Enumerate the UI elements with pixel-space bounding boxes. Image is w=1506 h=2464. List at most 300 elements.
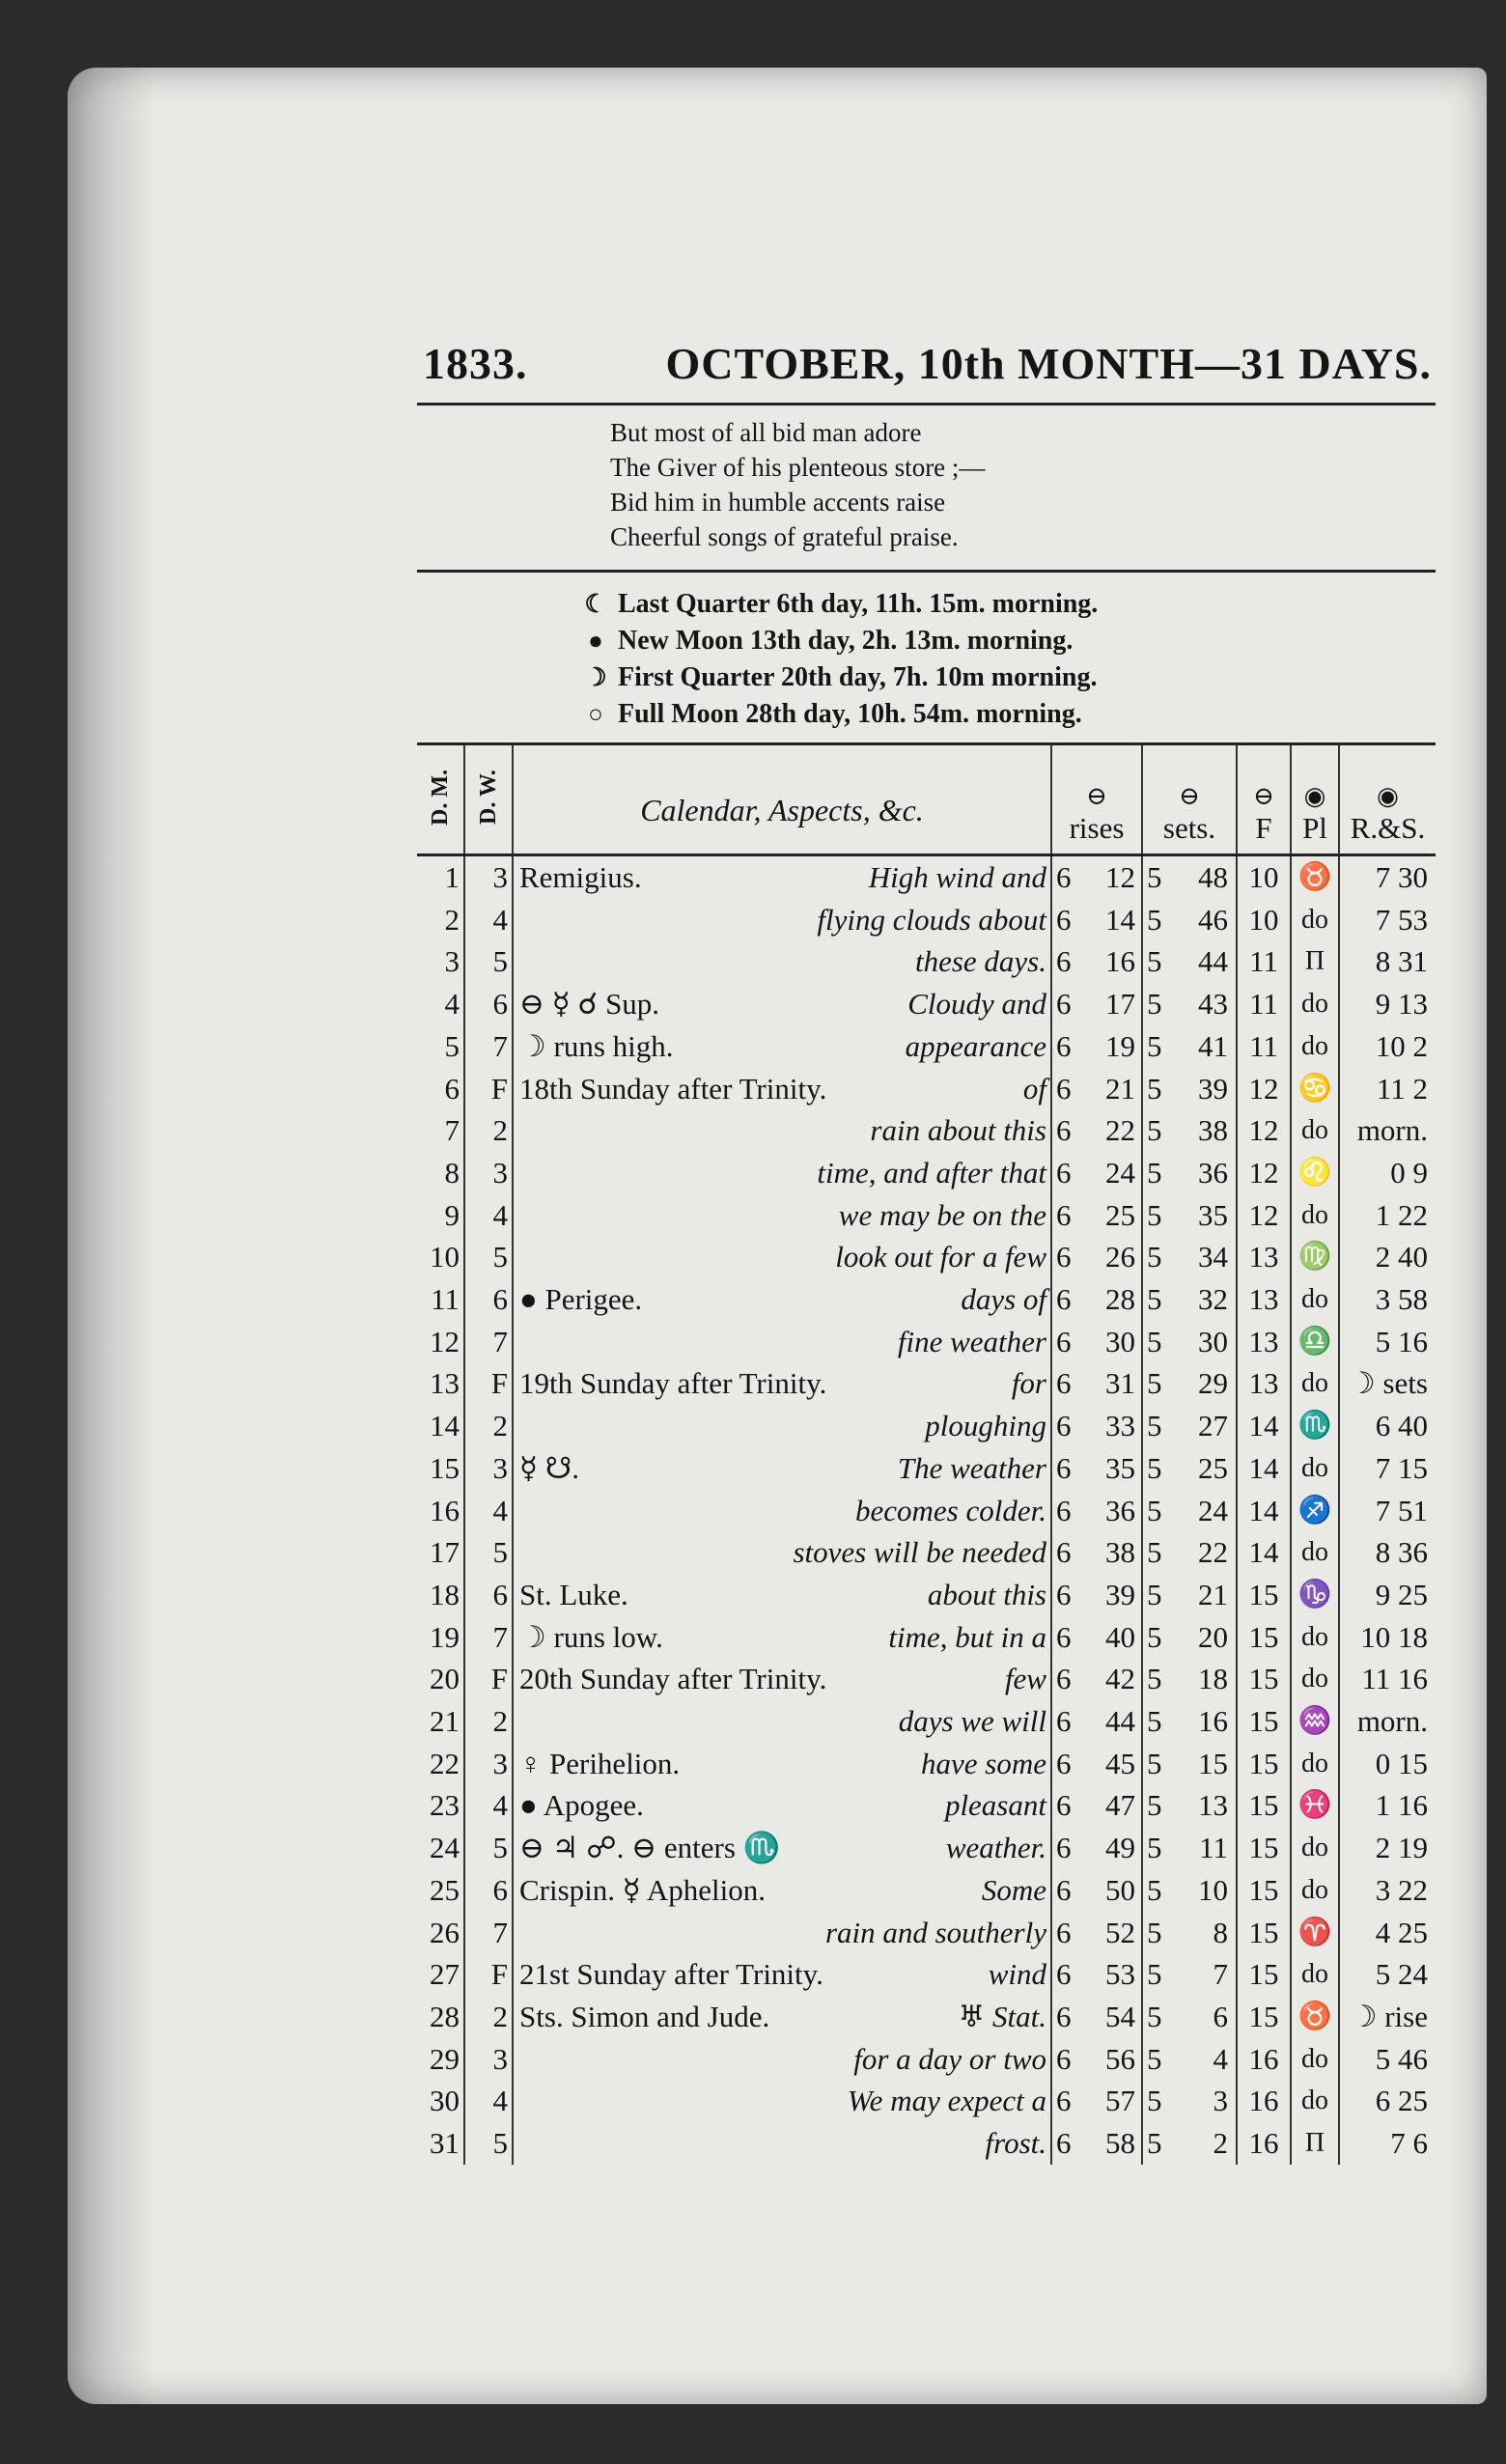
sunset-hour: 5 <box>1147 1450 1162 1485</box>
calendar-event: 20th Sunday after Trinity. <box>519 1662 827 1696</box>
sunrise-hour: 6 <box>1056 1071 1072 1106</box>
sunrise-hour: 6 <box>1056 1999 1072 2033</box>
day-of-month: 15 <box>417 1447 464 1490</box>
sun-fast: 12 <box>1237 1152 1291 1194</box>
page-edge-shadow <box>68 68 154 2404</box>
sunset-hour: 5 <box>1147 1662 1162 1696</box>
weather-note: these days. <box>914 944 1046 979</box>
sunset-minute: 13 <box>1189 1784 1237 1827</box>
moon-phase-row <box>573 586 1436 623</box>
sunset-hour: 5 <box>1147 987 1162 1022</box>
day-of-month: 20 <box>417 1658 464 1700</box>
sunset-minute: 29 <box>1189 1362 1237 1405</box>
moon-rise-set: morn. <box>1356 1113 1428 1148</box>
table-row <box>417 1996 1436 2038</box>
weather-note: few <box>1004 1662 1046 1696</box>
sunrise-hour: 6 <box>1056 1493 1072 1527</box>
day-of-week: 4 <box>464 1784 513 1827</box>
day-of-month: 1 <box>417 855 464 899</box>
table-row <box>417 1953 1436 1996</box>
sunset-hour: 5 <box>1147 2126 1162 2161</box>
sunset-minute: 41 <box>1189 1025 1237 1068</box>
verse-line: But most of all bid man adore <box>610 418 922 447</box>
sunset-hour: 5 <box>1147 1493 1162 1527</box>
day-of-week: 4 <box>464 899 513 941</box>
day-of-week: 6 <box>464 1869 513 1912</box>
calendar-event: ● Apogee. <box>519 1788 644 1823</box>
moon-rise-set: 11 2 <box>1376 1071 1428 1106</box>
calendar-rows <box>417 855 1436 2165</box>
sun-fast: 12 <box>1237 1109 1291 1152</box>
calendar-event: Sts. Simon and Jude. <box>519 1999 770 2033</box>
moon-place: ♓ <box>1291 1784 1339 1827</box>
day-of-week: 3 <box>464 1743 513 1785</box>
calendar-cell <box>513 899 1051 941</box>
calendar-cell <box>513 1490 1051 1532</box>
weather-note: for <box>1011 1366 1046 1401</box>
calendar-cell <box>513 2038 1051 2081</box>
header-pl: ◉ Pl <box>1291 745 1339 855</box>
sun-fast: 16 <box>1237 2122 1291 2165</box>
month-title: OCTOBER, 10th MONTH—31 DAYS. <box>665 339 1432 388</box>
day-of-month: 11 <box>417 1278 464 1321</box>
moon-phase-text: Full Moon 28th day, 10h. 54m. morning. <box>618 699 1082 729</box>
moon-place: do <box>1291 1362 1339 1405</box>
table-row <box>417 2122 1436 2165</box>
day-of-week: F <box>464 1068 513 1110</box>
moon-place: ♉ <box>1291 1996 1339 2038</box>
moon-place: ♈ <box>1291 1912 1339 1954</box>
moon-icon: ◉ <box>1377 782 1399 810</box>
sunrise-minute: 57 <box>1097 2080 1142 2122</box>
moon-rise-set: 4 25 <box>1375 1915 1428 1949</box>
sunset-minute: 38 <box>1189 1109 1237 1152</box>
moon-rise-set: 7 15 <box>1375 1450 1428 1485</box>
header-f: ⊖ F <box>1237 745 1291 855</box>
day-of-week: 7 <box>464 1912 513 1954</box>
sunset-hour: 5 <box>1147 2084 1162 2118</box>
day-of-month: 18 <box>417 1574 464 1616</box>
sunset-minute: 46 <box>1189 899 1237 941</box>
day-of-week: 2 <box>464 1700 513 1743</box>
day-of-week: 5 <box>464 1827 513 1869</box>
moon-place: Π <box>1291 940 1339 983</box>
sunset-hour: 5 <box>1147 2041 1162 2076</box>
sun-fast: 15 <box>1237 1827 1291 1869</box>
calendar-cell <box>513 1025 1051 1068</box>
sunset-hour: 5 <box>1147 1240 1162 1274</box>
verse-line: Bid him in humble accents raise <box>610 488 946 517</box>
day-of-month: 28 <box>417 1996 464 2038</box>
calendar-cell <box>513 1152 1051 1194</box>
sunset-minute: 8 <box>1189 1912 1237 1954</box>
moon-rise-set: 2 40 <box>1375 1240 1428 1274</box>
moon-rise-set: 9 13 <box>1375 987 1428 1022</box>
sunset-minute: 4 <box>1189 2038 1237 2081</box>
weather-note: ploughing <box>925 1409 1046 1443</box>
moon-rise-set: 7 6 <box>1390 2126 1428 2161</box>
calendar-event: Remigius. <box>519 860 642 894</box>
table-row <box>417 1912 1436 1954</box>
table-row <box>417 1574 1436 1616</box>
sunrise-minute: 40 <box>1097 1616 1142 1659</box>
table-row <box>417 1025 1436 1068</box>
sunrise-hour: 6 <box>1056 1957 1072 1992</box>
day-of-week: 3 <box>464 855 513 899</box>
day-of-month: 16 <box>417 1490 464 1532</box>
calendar-cell <box>513 1700 1051 1743</box>
sunset-hour: 5 <box>1147 944 1162 979</box>
sunrise-hour: 6 <box>1056 1872 1072 1907</box>
day-of-week: 3 <box>464 1447 513 1490</box>
day-of-month: 25 <box>417 1869 464 1912</box>
calendar-cell <box>513 1574 1051 1616</box>
table-row <box>417 2038 1436 2081</box>
sunrise-minute: 17 <box>1097 983 1142 1025</box>
sun-fast: 14 <box>1237 1405 1291 1447</box>
day-of-week: 2 <box>464 1405 513 1447</box>
table-row <box>417 1869 1436 1912</box>
sunset-minute: 48 <box>1189 855 1237 899</box>
moon-rise-set: 0 9 <box>1390 1155 1428 1190</box>
day-of-week: F <box>464 1658 513 1700</box>
sunset-minute: 7 <box>1189 1953 1237 1996</box>
sunrise-hour: 6 <box>1056 2084 1072 2118</box>
sunset-hour: 5 <box>1147 1366 1162 1401</box>
calendar-cell <box>513 1616 1051 1659</box>
day-of-month: 4 <box>417 983 464 1025</box>
sunset-minute: 32 <box>1189 1278 1237 1321</box>
sunset-hour: 5 <box>1147 1071 1162 1106</box>
new-moon-icon: ● <box>588 627 603 655</box>
day-of-month: 17 <box>417 1531 464 1574</box>
sun-fast: 12 <box>1237 1194 1291 1237</box>
weather-note: appearance <box>905 1028 1046 1063</box>
weather-note: frost. <box>985 2126 1046 2161</box>
moon-place: do <box>1291 1109 1339 1152</box>
moon-rise-set: 8 31 <box>1375 944 1428 979</box>
sunrise-minute: 54 <box>1097 1996 1142 2038</box>
calendar-event: ☽ runs high. <box>519 1028 674 1063</box>
sunrise-minute: 33 <box>1097 1405 1142 1447</box>
weather-note: stoves will be needed <box>793 1535 1046 1570</box>
sun-fast: 11 <box>1237 983 1291 1025</box>
moon-place: do <box>1291 1616 1339 1659</box>
calendar-cell <box>513 1068 1051 1110</box>
moon-rise-set: 5 46 <box>1375 2041 1428 2076</box>
day-of-week: 4 <box>464 2080 513 2122</box>
table-row <box>417 940 1436 983</box>
weather-note: pleasant <box>944 1788 1046 1823</box>
calendar-cell <box>513 1236 1051 1278</box>
sunrise-minute: 12 <box>1097 855 1142 899</box>
sunset-minute: 22 <box>1189 1531 1237 1574</box>
calendar-event: Crispin. ☿ Aphelion. <box>519 1872 766 1907</box>
sun-fast: 13 <box>1237 1362 1291 1405</box>
day-of-month: 30 <box>417 2080 464 2122</box>
full-moon-icon: ○ <box>588 700 603 728</box>
moon-place: ♐ <box>1291 1490 1339 1532</box>
moon-phase-text: First Quarter 20th day, 7h. 10m morning. <box>618 662 1098 692</box>
weather-note: rain and southerly <box>824 1915 1046 1949</box>
day-of-month: 31 <box>417 2122 464 2165</box>
sunrise-hour: 6 <box>1056 1619 1072 1654</box>
moon-rise-set: 3 22 <box>1375 1872 1428 1907</box>
moon-phase-row <box>573 659 1436 696</box>
weather-note: The weather <box>897 1450 1046 1485</box>
sunset-hour: 5 <box>1147 1831 1162 1865</box>
sun-fast: 15 <box>1237 1616 1291 1659</box>
sunset-minute: 30 <box>1189 1321 1237 1363</box>
moon-rise-set: 6 40 <box>1375 1409 1428 1443</box>
weather-note: of <box>1022 1071 1046 1106</box>
day-of-month: 10 <box>417 1236 464 1278</box>
calendar-event: ⊖ ♃ ☍. ⊖ enters ♏ <box>519 1831 781 1865</box>
sunrise-minute: 16 <box>1097 940 1142 983</box>
calendar-cell <box>513 1784 1051 1827</box>
sunrise-minute: 19 <box>1097 1025 1142 1068</box>
sun-fast: 14 <box>1237 1531 1291 1574</box>
moon-place: do <box>1291 1447 1339 1490</box>
calendar-cell <box>513 1321 1051 1363</box>
sunrise-hour: 6 <box>1056 987 1072 1022</box>
sun-fast: 15 <box>1237 1912 1291 1954</box>
moon-rise-set: 1 22 <box>1375 1197 1428 1232</box>
weather-note: we may be on the <box>838 1197 1046 1232</box>
sunset-hour: 5 <box>1147 1788 1162 1823</box>
sunrise-hour: 6 <box>1056 1450 1072 1485</box>
calendar-event: ☽ runs low. <box>519 1619 663 1654</box>
page-header <box>417 338 1436 406</box>
moon-place: ♑ <box>1291 1574 1339 1616</box>
weather-note: about this <box>927 1577 1046 1611</box>
sunset-minute: 34 <box>1189 1236 1237 1278</box>
moon-place: ♍ <box>1291 1236 1339 1278</box>
sunset-minute: 36 <box>1189 1152 1237 1194</box>
sun-fast: 15 <box>1237 1658 1291 1700</box>
day-of-month: 24 <box>417 1827 464 1869</box>
sunrise-hour: 6 <box>1056 2126 1072 2161</box>
moon-phase-text: New Moon 13th day, 2h. 13m. morning. <box>618 626 1074 656</box>
day-of-week: 2 <box>464 1109 513 1152</box>
sunset-hour: 5 <box>1147 1999 1162 2033</box>
sunset-hour: 5 <box>1147 1155 1162 1190</box>
table-row <box>417 1109 1436 1152</box>
weather-note: days of <box>961 1282 1046 1317</box>
moon-place: Π <box>1291 2122 1339 2165</box>
calendar-event: ♀ Perihelion. <box>519 1746 681 1780</box>
sunrise-hour: 6 <box>1056 902 1072 937</box>
weather-note: look out for a few <box>835 1240 1046 1274</box>
weather-note: have some <box>921 1746 1046 1780</box>
moon-place: do <box>1291 1194 1339 1237</box>
moon-rise-set: 7 53 <box>1375 902 1428 937</box>
calendar-event: 19th Sunday after Trinity. <box>519 1366 827 1401</box>
moon-rise-set: 10 18 <box>1360 1619 1428 1654</box>
calendar-cell <box>513 1109 1051 1152</box>
day-of-month: 7 <box>417 1109 464 1152</box>
calendar-cell <box>513 1658 1051 1700</box>
weather-note: fine weather <box>897 1324 1046 1358</box>
table-row <box>417 1194 1436 1237</box>
day-of-week: 4 <box>464 1194 513 1237</box>
sun-fast: 16 <box>1237 2038 1291 2081</box>
calendar-event: 21st Sunday after Trinity. <box>519 1957 823 1992</box>
moon-rise-set: 6 25 <box>1375 2084 1428 2118</box>
day-of-week: 2 <box>464 1996 513 2038</box>
day-of-month: 19 <box>417 1616 464 1659</box>
header-sunrise: ⊖ rises <box>1051 745 1142 855</box>
sunrise-hour: 6 <box>1056 1324 1072 1358</box>
sunrise-hour: 6 <box>1056 1028 1072 1063</box>
sun-fast: 13 <box>1237 1321 1291 1363</box>
sun-fast: 12 <box>1237 1068 1291 1110</box>
sunrise-minute: 31 <box>1097 1362 1142 1405</box>
moon-phase-row <box>573 696 1436 733</box>
sunset-hour: 5 <box>1147 1282 1162 1317</box>
sunrise-hour: 6 <box>1056 1366 1072 1401</box>
sunrise-hour: 6 <box>1056 860 1072 894</box>
sunset-minute: 25 <box>1189 1447 1237 1490</box>
table-row <box>417 1152 1436 1194</box>
sun-fast: 10 <box>1237 899 1291 941</box>
calendar-event: ⊖ ☿ ☌ Sup. <box>519 987 660 1022</box>
sun-fast: 11 <box>1237 940 1291 983</box>
sunrise-hour: 6 <box>1056 1197 1072 1232</box>
sunset-hour: 5 <box>1147 1409 1162 1443</box>
table-row <box>417 855 1436 899</box>
moon-phases <box>573 586 1436 733</box>
calendar-table <box>417 745 1436 2165</box>
sun-fast: 16 <box>1237 2080 1291 2122</box>
moon-place: do <box>1291 1025 1339 1068</box>
moon-place: do <box>1291 1869 1339 1912</box>
sunset-hour: 5 <box>1147 1746 1162 1780</box>
sunrise-hour: 6 <box>1056 944 1072 979</box>
sunrise-minute: 50 <box>1097 1869 1142 1912</box>
sun-fast: 11 <box>1237 1025 1291 1068</box>
sunset-minute: 39 <box>1189 1068 1237 1110</box>
sunset-minute: 15 <box>1189 1743 1237 1785</box>
table-row <box>417 1658 1436 1700</box>
sun-fast: 13 <box>1237 1278 1291 1321</box>
day-of-month: 9 <box>417 1194 464 1237</box>
sunset-hour: 5 <box>1147 1113 1162 1148</box>
day-of-month: 22 <box>417 1743 464 1785</box>
sunrise-hour: 6 <box>1056 1788 1072 1823</box>
moon-place: do <box>1291 983 1339 1025</box>
last-quarter-icon: ☾ <box>584 590 607 618</box>
sunrise-minute: 42 <box>1097 1658 1142 1700</box>
header-rs: ◉ R.&S. <box>1339 745 1436 855</box>
sunset-minute: 21 <box>1189 1574 1237 1616</box>
calendar-cell <box>513 983 1051 1025</box>
sunset-minute: 16 <box>1189 1700 1237 1743</box>
weather-note: wind <box>988 1957 1046 1992</box>
calendar-event: ● Perigee. <box>519 1282 643 1317</box>
verse-line: Cheerful songs of grateful praise. <box>610 522 959 551</box>
weather-note: ♅ Stat. <box>958 1999 1046 2033</box>
moon-rise-set: 8 36 <box>1375 1535 1428 1570</box>
sunrise-hour: 6 <box>1056 1240 1072 1274</box>
sun-fast: 10 <box>1237 855 1291 899</box>
sunrise-minute: 30 <box>1097 1321 1142 1363</box>
sun-icon: ⊖ <box>1179 782 1200 810</box>
table-header-row <box>417 745 1436 855</box>
table-row <box>417 1743 1436 1785</box>
day-of-week: 6 <box>464 1574 513 1616</box>
moon-place: ♌ <box>1291 1152 1339 1194</box>
table-row <box>417 983 1436 1025</box>
day-of-week: 7 <box>464 1025 513 1068</box>
day-of-week: 5 <box>464 940 513 983</box>
moon-rise-set: 3 58 <box>1375 1282 1428 1317</box>
moon-rise-set: 10 2 <box>1375 1028 1428 1063</box>
sunset-hour: 5 <box>1147 1619 1162 1654</box>
weather-note: We may expect a <box>847 2084 1046 2118</box>
day-of-week: 3 <box>464 2038 513 2081</box>
moon-place: ♋ <box>1291 1068 1339 1110</box>
sunset-minute: 35 <box>1189 1194 1237 1237</box>
sunrise-hour: 6 <box>1056 1704 1072 1739</box>
table-row <box>417 2080 1436 2122</box>
sunset-hour: 5 <box>1147 1324 1162 1358</box>
sunrise-minute: 26 <box>1097 1236 1142 1278</box>
calendar-cell <box>513 1531 1051 1574</box>
calendar-cell <box>513 1447 1051 1490</box>
table-row <box>417 899 1436 941</box>
weather-note: becomes colder. <box>855 1493 1046 1527</box>
table-row <box>417 1405 1436 1447</box>
sunset-minute: 3 <box>1189 2080 1237 2122</box>
day-of-month: 21 <box>417 1700 464 1743</box>
calendar-table-wrap <box>417 742 1436 2165</box>
moon-rise-set: 0 15 <box>1375 1746 1428 1780</box>
calendar-event: 18th Sunday after Trinity. <box>519 1071 827 1106</box>
sunrise-hour: 6 <box>1056 1409 1072 1443</box>
sunset-minute: 20 <box>1189 1616 1237 1659</box>
sunrise-minute: 47 <box>1097 1784 1142 1827</box>
sunset-minute: 44 <box>1189 940 1237 983</box>
calendar-cell <box>513 1278 1051 1321</box>
sunrise-minute: 39 <box>1097 1574 1142 1616</box>
sunset-minute: 24 <box>1189 1490 1237 1532</box>
day-of-week: 6 <box>464 983 513 1025</box>
moon-rise-set: 5 24 <box>1375 1957 1428 1992</box>
sunrise-minute: 52 <box>1097 1912 1142 1954</box>
day-of-week: 5 <box>464 1531 513 1574</box>
sunset-minute: 11 <box>1189 1827 1237 1869</box>
sun-icon: ⊖ <box>1086 782 1107 810</box>
moon-place: ♒ <box>1291 1700 1339 1743</box>
sunrise-minute: 24 <box>1097 1152 1142 1194</box>
table-row <box>417 1362 1436 1405</box>
moon-place: do <box>1291 1531 1339 1574</box>
sun-icon: ⊖ <box>1253 782 1274 810</box>
calendar-cell <box>513 1827 1051 1869</box>
calendar-cell <box>513 1362 1051 1405</box>
moon-place: do <box>1291 899 1339 941</box>
header-calendar: Calendar, Aspects, &c. <box>513 745 1051 855</box>
day-of-month: 3 <box>417 940 464 983</box>
sunset-hour: 5 <box>1147 1957 1162 1992</box>
divider <box>417 570 1436 573</box>
sunrise-minute: 22 <box>1097 1109 1142 1152</box>
table-row <box>417 1236 1436 1278</box>
sunrise-minute: 28 <box>1097 1278 1142 1321</box>
sunrise-minute: 25 <box>1097 1194 1142 1237</box>
header-sunset: ⊖ sets. <box>1142 745 1237 855</box>
